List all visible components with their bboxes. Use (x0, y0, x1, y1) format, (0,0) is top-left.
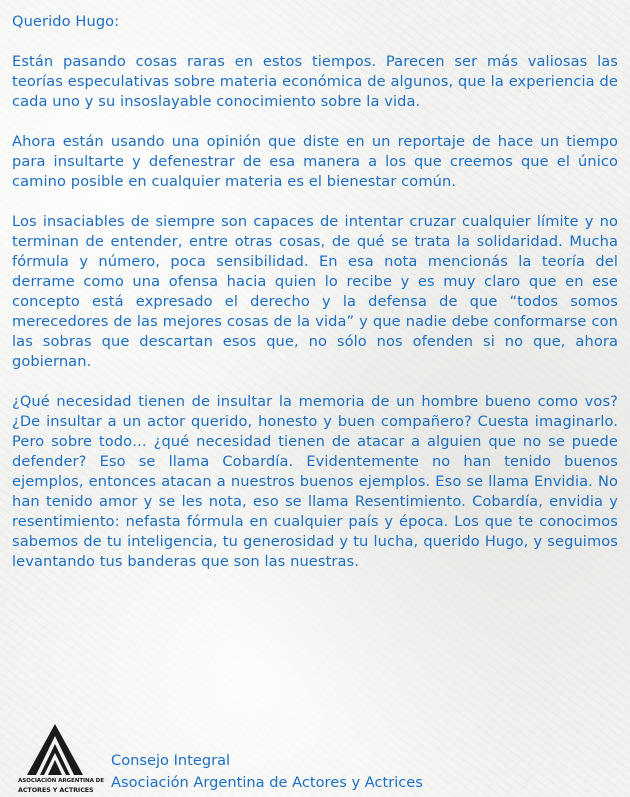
letter-paragraph-1: Están pasando cosas raras en estos tiempos. Parecen ser más valiosas las teorías especulativas sobre materia económica de algunos, que la experiencia de cada uno y su insoslayable conocimiento sobre la vida. (12, 53, 618, 110)
triangle-logo-icon (26, 722, 84, 776)
letter-greeting: Querido Hugo: (12, 13, 120, 30)
logo-text-line-1: ASOCIACIÓN ARGENTINA DE (18, 778, 104, 784)
letter-body (12, 12, 618, 572)
letter-footer (18, 720, 618, 797)
actors-association-logo (18, 720, 104, 797)
signature-line-1: Consejo Integral (111, 752, 231, 769)
letter-paragraph-4: ¿Qué necesidad tienen de insultar la memoria de un hombre bueno como vos? ¿De insultar a un actor querido, honesto y buen compañero? Cuesta imaginarlo. Pero sobre todo… ¿qué necesidad tienen de atacar a alguien que no se puede defender? Eso se llama Cobardía. Evidentemente no han tenido buenos ejemplos, entonces atacan a nuestros buenos ejemplos. Eso se llama Envidia. No han tenido amor y se les nota, eso se llama Resentimiento. Cobardía, envidia y resentimiento: nefasta fórmula en cualquier país y época. Los que te conocimos sabemos de tu inteligencia, tu generosidad y tu lucha, querido Hugo, y seguimos levantando tus banderas que son las nuestras. (12, 393, 618, 570)
signature-line-2: Asociación Argentina de Actores y Actrices (111, 774, 423, 791)
letter-paragraph-3: Los insaciables de siempre son capaces de intentar cruzar cualquier límite y no terminan de entender, entre otras cosas, de qué se trata la solidaridad. Mucha fórmula y número, poca sensibilidad. En esa nota mencionás la teoría del derrame como una ofensa hacia quien lo recibe y es muy claro que en ese concepto está expresado el derecho y la defensa de que “todos somos merecedores de las mejores cosas de la vida” y que nadie debe conformarse con las sobras que descartan esos que, no sólo nos ofenden si no que, ahora gobiernan. (12, 213, 618, 370)
signature (111, 750, 423, 794)
letter-paragraph-2: Ahora están usando una opinión que diste en un reportaje de hace un tiempo para insultarte y defenestrar de esa manera a los que creemos que el único camino posible en cualquier materia es el bienestar común. (12, 133, 618, 190)
logo-text-line-2: ACTORES Y ACTRICES (18, 786, 94, 794)
